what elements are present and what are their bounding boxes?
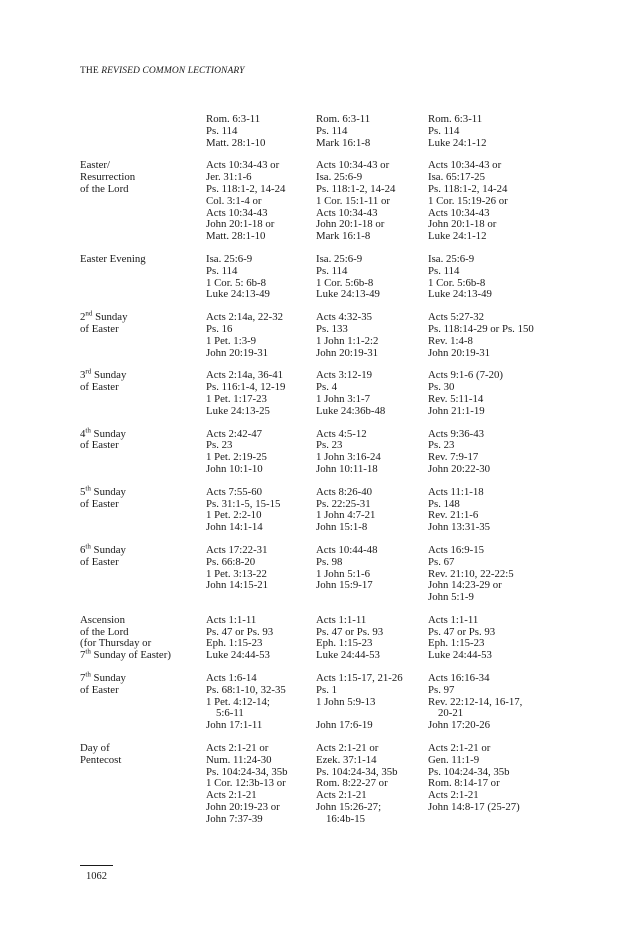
year-c-readings xyxy=(428,370,580,417)
day-label xyxy=(80,615,206,662)
reading-line: Eph. 1:15-23 xyxy=(316,637,373,650)
reading-line: Acts 16:16-34 xyxy=(428,672,490,685)
reading-line: Matt. 28:1-10 xyxy=(206,230,266,243)
reading-line: John 20:19-23 or xyxy=(206,801,280,814)
table-row xyxy=(80,542,580,604)
reading-line: 16:4b-15 xyxy=(326,812,365,825)
reading-line: Acts 9:1-6 (7-20) xyxy=(428,369,503,382)
reading-line: Ps. 118:1-2, 14-24 xyxy=(428,182,508,195)
reading-line: Acts 3:12-19 xyxy=(316,369,373,382)
reading-line: John 20:1-18 or xyxy=(206,218,275,231)
reading-line: Acts 10:34-43 or xyxy=(428,159,502,172)
day-label-line: (for Thursday or xyxy=(80,637,152,650)
table-row xyxy=(80,160,580,243)
reading-line: 20-21 xyxy=(438,707,464,720)
reading-line: Ps. 98 xyxy=(316,555,343,568)
reading-line: Isa. 25:6-9 xyxy=(206,252,253,265)
reading-line: Acts 7:55-60 xyxy=(206,485,263,498)
reading-line: John 15:9-17 xyxy=(316,579,373,592)
reading-line: 1 John 3:1-7 xyxy=(316,392,370,405)
reading-line: Acts 2:1-21 or xyxy=(206,742,269,755)
year-b-readings xyxy=(316,370,428,417)
reading-line: Ps. 114 xyxy=(428,264,460,277)
reading-line: 1 John 5:9-13 xyxy=(316,695,376,708)
reading-line: Ps. 47 or Ps. 93 xyxy=(316,625,384,638)
year-a-readings xyxy=(206,254,316,301)
year-b-readings xyxy=(316,254,428,301)
reading-line: Ps. 148 xyxy=(428,497,460,510)
reading-line: Jer. 31:1-6 xyxy=(206,171,252,184)
reading-line: John 21:1-19 xyxy=(428,404,485,417)
year-a-readings xyxy=(206,615,316,662)
reading-line: Ps. 1 xyxy=(316,683,338,696)
table-row xyxy=(80,615,580,662)
table-row xyxy=(80,743,580,826)
reading-line: 1 John 1:1-2:2 xyxy=(316,334,379,347)
reading-line: Isa. 25:6-9 xyxy=(428,252,475,265)
day-label-line: 5th Sunday xyxy=(80,484,126,498)
year-a-readings xyxy=(206,743,316,826)
year-c-readings xyxy=(428,743,580,826)
reading-line: Luke 24:1-12 xyxy=(428,230,487,243)
year-c-readings xyxy=(428,254,580,301)
reading-line: Acts 2:1-21 xyxy=(428,789,479,802)
table-row xyxy=(80,254,580,301)
reading-line: John 20:1-18 or xyxy=(428,218,497,231)
reading-line: Luke 24:13-25 xyxy=(206,404,270,417)
reading-line: 1 Cor. 5:6b-8 xyxy=(316,276,374,289)
reading-line: Ps. 114 xyxy=(428,124,460,137)
day-label-line: 6th Sunday xyxy=(80,542,126,556)
reading-line: Isa. 65:17-25 xyxy=(428,171,485,184)
reading-line: Rom. 8:22-27 or xyxy=(316,777,388,790)
reading-line: Acts 5:27-32 xyxy=(428,311,485,324)
year-a-readings xyxy=(206,312,316,359)
reading-line: Ps. 23 xyxy=(428,439,455,452)
reading-line: Acts 9:36-43 xyxy=(428,427,485,440)
table-row xyxy=(80,114,580,149)
year-c-readings xyxy=(428,160,580,243)
table-row xyxy=(80,309,580,359)
reading-line: Acts 2:14a, 36-41 xyxy=(206,369,284,382)
reading-line: Acts 1:1-11 xyxy=(316,613,367,626)
reading-line: Acts 1:15-17, 21-26 xyxy=(316,672,403,685)
day-label xyxy=(80,542,206,604)
reading-line: Rev. 22:12-14, 16-17, xyxy=(428,695,523,708)
reading-line: Ps. 114 xyxy=(316,124,348,137)
day-label-line: 7th Sunday xyxy=(80,670,126,685)
day-label-line: Pentecost xyxy=(80,753,122,766)
year-b-readings xyxy=(316,312,428,359)
year-c-readings xyxy=(428,429,580,476)
reading-line: Ps. 104:24-34, 35b xyxy=(206,765,288,778)
day-label-line: Day of xyxy=(80,742,110,755)
day-label-line: 2nd Sunday xyxy=(80,309,128,324)
reading-line: John 20:1-18 or xyxy=(316,218,385,231)
reading-line: 1 John 3:16-24 xyxy=(316,451,381,464)
reading-line: Rom. 6:3-11 xyxy=(428,113,483,125)
reading-line: Rev. 21:10, 22-22:5 xyxy=(428,567,514,580)
reading-line: John 10:1-10 xyxy=(206,462,263,475)
reading-line: 1 Cor. 5:6b-8 xyxy=(428,276,486,289)
reading-line: 1 John 5:1-6 xyxy=(316,567,370,580)
lectionary-table xyxy=(80,114,580,837)
reading-line: Col. 3:1-4 or xyxy=(206,194,262,207)
day-label-line: Easter Evening xyxy=(80,252,146,265)
reading-line: 1 Cor. 15:19-26 or xyxy=(428,194,508,207)
reading-line: John 20:19-31 xyxy=(428,346,491,359)
reading-line: John 15:1-8 xyxy=(316,521,368,534)
reading-line: 1 Pet. 2:2-10 xyxy=(206,509,262,522)
day-label-line: of the Lord xyxy=(80,182,129,195)
reading-line: Ps. 16 xyxy=(206,322,233,335)
year-c-readings xyxy=(428,673,580,732)
reading-line: John 17:1-11 xyxy=(206,719,263,732)
reading-line: Ps. 97 xyxy=(428,683,455,696)
year-b-readings xyxy=(316,743,428,826)
year-a-readings xyxy=(206,545,316,604)
year-b-readings xyxy=(316,429,428,476)
running-head xyxy=(80,66,245,76)
reading-line: Luke 24:44-53 xyxy=(316,649,380,662)
reading-line: 1 Pet. 3:13-22 xyxy=(206,567,267,580)
reading-line: Rom. 6:3-11 xyxy=(316,113,371,125)
reading-line: Mark 16:1-8 xyxy=(316,136,371,149)
day-label xyxy=(80,160,206,243)
day-label-line: 3rd Sunday xyxy=(80,367,127,382)
reading-line: Acts 17:22-31 xyxy=(206,543,268,556)
reading-line: Rom. 8:14-17 or xyxy=(428,777,500,790)
reading-line: 1 Pet. 4:12-14; xyxy=(206,695,270,708)
reading-line: Rev. 5:11-14 xyxy=(428,392,484,405)
reading-line: John 14:8-17 (25-27) xyxy=(428,801,520,814)
year-a-readings xyxy=(206,114,316,149)
reading-line: Luke 24:36b-48 xyxy=(316,404,386,417)
reading-line: Ps. 133 xyxy=(316,322,348,335)
reading-line: 1 John 4:7-21 xyxy=(316,509,376,522)
reading-line: Ps. 23 xyxy=(316,439,343,452)
day-label-line: of the Lord xyxy=(80,625,129,638)
reading-line: Ps. 114 xyxy=(206,124,238,137)
day-label-line: of Easter xyxy=(80,497,119,510)
table-row xyxy=(80,367,580,417)
day-label-line: of Easter xyxy=(80,322,119,335)
year-b-readings xyxy=(316,160,428,243)
reading-line: Eph. 1:15-23 xyxy=(206,637,263,650)
reading-line: Acts 11:1-18 xyxy=(428,485,484,498)
day-label-line: of Easter xyxy=(80,381,119,394)
year-c-readings xyxy=(428,114,580,149)
day-label xyxy=(80,254,206,301)
reading-line: John 14:23-29 or xyxy=(428,579,502,592)
reading-line: 1 Cor. 12:3b-13 or xyxy=(206,777,286,790)
reading-line: Isa. 25:6-9 xyxy=(316,252,363,265)
day-label xyxy=(80,743,206,826)
reading-line: Luke 24:1-12 xyxy=(428,136,487,149)
reading-line: Luke 24:44-53 xyxy=(206,649,270,662)
reading-line: Matt. 28:1-10 xyxy=(206,136,266,149)
reading-line: Luke 24:13-49 xyxy=(206,288,270,301)
day-label-line: 7th Sunday of Easter) xyxy=(80,647,171,662)
reading-line: Ps. 23 xyxy=(206,439,233,452)
year-b-readings xyxy=(316,487,428,534)
reading-line: Isa. 25:6-9 xyxy=(316,171,363,184)
reading-line: Ps. 116:1-4, 12-19 xyxy=(206,381,286,394)
reading-line: Acts 4:5-12 xyxy=(316,427,367,440)
reading-line: 1 Cor. 5: 6b-8 xyxy=(206,276,266,289)
reading-line: Num. 11:24-30 xyxy=(206,753,272,766)
reading-line: Acts 2:1-21 or xyxy=(316,742,379,755)
reading-line: John 14:15-21 xyxy=(206,579,269,592)
reading-line: Ps. 114 xyxy=(206,264,238,277)
reading-line: 1 Pet. 1:3-9 xyxy=(206,334,257,347)
reading-line: Acts 2:14a, 22-32 xyxy=(206,311,284,324)
reading-line: Rom. 6:3-11 xyxy=(206,113,261,125)
reading-line: Ps. 66:8-20 xyxy=(206,555,256,568)
reading-line: Acts 1:1-11 xyxy=(428,613,479,626)
reading-line: Luke 24:13-49 xyxy=(428,288,492,301)
reading-line: Acts 10:34-43 xyxy=(316,206,378,219)
day-label-line: 4th Sunday xyxy=(80,425,126,440)
reading-line: John 20:19-31 xyxy=(206,346,269,359)
reading-line: John 5:1-9 xyxy=(428,591,474,604)
year-a-readings xyxy=(206,429,316,476)
year-a-readings xyxy=(206,487,316,534)
day-label-line: Ascension xyxy=(80,613,125,626)
footer-rule xyxy=(80,865,113,866)
day-label-line: of Easter xyxy=(80,439,119,452)
reading-line: John 17:20-26 xyxy=(428,719,491,732)
table-row xyxy=(80,484,580,534)
reading-line: John 17:6-19 xyxy=(316,719,373,732)
running-head-title: REVISED COMMON LECTIONARY xyxy=(101,66,245,76)
reading-line: Acts 10:34-43 or xyxy=(206,159,280,172)
reading-line: Acts 10:34-43 xyxy=(206,206,268,219)
reading-line: Ps. 47 or Ps. 93 xyxy=(428,625,496,638)
reading-line: Acts 1:1-11 xyxy=(206,613,257,626)
year-c-readings xyxy=(428,615,580,662)
reading-line: John 20:22-30 xyxy=(428,462,491,475)
reading-line: Acts 10:34-43 or xyxy=(316,159,390,172)
reading-line: Ps. 118:14-29 or Ps. 150 xyxy=(428,322,534,335)
reading-line: Rev. 21:1-6 xyxy=(428,509,479,522)
reading-line: John 14:1-14 xyxy=(206,521,263,534)
year-b-readings xyxy=(316,545,428,604)
reading-line: Acts 2:1-21 or xyxy=(428,742,491,755)
day-label-line: of Easter xyxy=(80,683,119,696)
reading-line: John 13:31-35 xyxy=(428,521,491,534)
day-label xyxy=(80,670,206,732)
reading-line: Ps. 67 xyxy=(428,555,455,568)
reading-line: Mark 16:1-8 xyxy=(316,230,371,243)
reading-line: 1 Pet. 1:17-23 xyxy=(206,392,267,405)
reading-line: Acts 2:1-21 xyxy=(316,789,367,802)
reading-line: John 15:26-27; xyxy=(316,801,382,814)
reading-line: Luke 24:13-49 xyxy=(316,288,380,301)
reading-line: Acts 2:1-21 xyxy=(206,789,257,802)
reading-line: John 10:11-18 xyxy=(316,462,378,475)
reading-line: Ezek. 37:1-14 xyxy=(316,753,377,766)
reading-line: Ps. 30 xyxy=(428,381,455,394)
reading-line: Ps. 104:24-34, 35b xyxy=(316,765,398,778)
year-a-readings xyxy=(206,370,316,417)
reading-line: Ps. 114 xyxy=(316,264,348,277)
day-label xyxy=(80,114,206,149)
year-c-readings xyxy=(428,545,580,604)
reading-line: Ps. 118:1-2, 14-24 xyxy=(316,182,396,195)
reading-line: Acts 16:9-15 xyxy=(428,543,485,556)
day-label-line: Easter/ xyxy=(80,159,110,172)
day-label xyxy=(80,484,206,534)
reading-line: 1 Cor. 15:1-11 or xyxy=(316,194,390,207)
reading-line: Ps. 47 or Ps. 93 xyxy=(206,625,274,638)
reading-line: Acts 10:44-48 xyxy=(316,543,378,556)
year-c-readings xyxy=(428,312,580,359)
day-label xyxy=(80,367,206,417)
year-b-readings xyxy=(316,673,428,732)
running-head-prefix: THE xyxy=(80,66,102,76)
reading-line: Acts 8:26-40 xyxy=(316,485,373,498)
reading-line: Luke 24:44-53 xyxy=(428,649,492,662)
reading-line: Acts 1:6-14 xyxy=(206,672,257,685)
reading-line: Ps. 31:1-5, 15-15 xyxy=(206,497,281,510)
year-c-readings xyxy=(428,487,580,534)
year-a-readings xyxy=(206,160,316,243)
reading-line: Ps. 104:24-34, 35b xyxy=(428,765,510,778)
table-row xyxy=(80,425,580,476)
reading-line: Rev. 7:9-17 xyxy=(428,451,479,464)
year-b-readings xyxy=(316,615,428,662)
reading-line: Ps. 68:1-10, 32-35 xyxy=(206,683,286,696)
reading-line: Acts 4:32-35 xyxy=(316,311,373,324)
year-a-readings xyxy=(206,673,316,732)
day-label xyxy=(80,425,206,476)
reading-line: Ps. 22:25-31 xyxy=(316,497,371,510)
day-label-line: Resurrection xyxy=(80,171,136,184)
day-label xyxy=(80,309,206,359)
year-b-readings xyxy=(316,114,428,149)
reading-line: John 20:19-31 xyxy=(316,346,379,359)
reading-line: Acts 10:34-43 xyxy=(428,206,490,219)
day-label-line: of Easter xyxy=(80,555,119,568)
reading-line: Gen. 11:1-9 xyxy=(428,753,480,766)
reading-line: Eph. 1:15-23 xyxy=(428,637,485,650)
reading-line: John 7:37-39 xyxy=(206,812,263,825)
reading-line: Acts 2:42-47 xyxy=(206,427,263,440)
reading-line: Ps. 118:1-2, 14-24 xyxy=(206,182,286,195)
table-row xyxy=(80,670,580,732)
reading-line: Ps. 4 xyxy=(316,381,338,394)
reading-line: 1 Pet. 2:19-25 xyxy=(206,451,267,464)
reading-line: Rev. 1:4-8 xyxy=(428,334,473,347)
reading-line: 5:6-11 xyxy=(216,707,244,720)
page-number: 1062 xyxy=(86,871,107,882)
